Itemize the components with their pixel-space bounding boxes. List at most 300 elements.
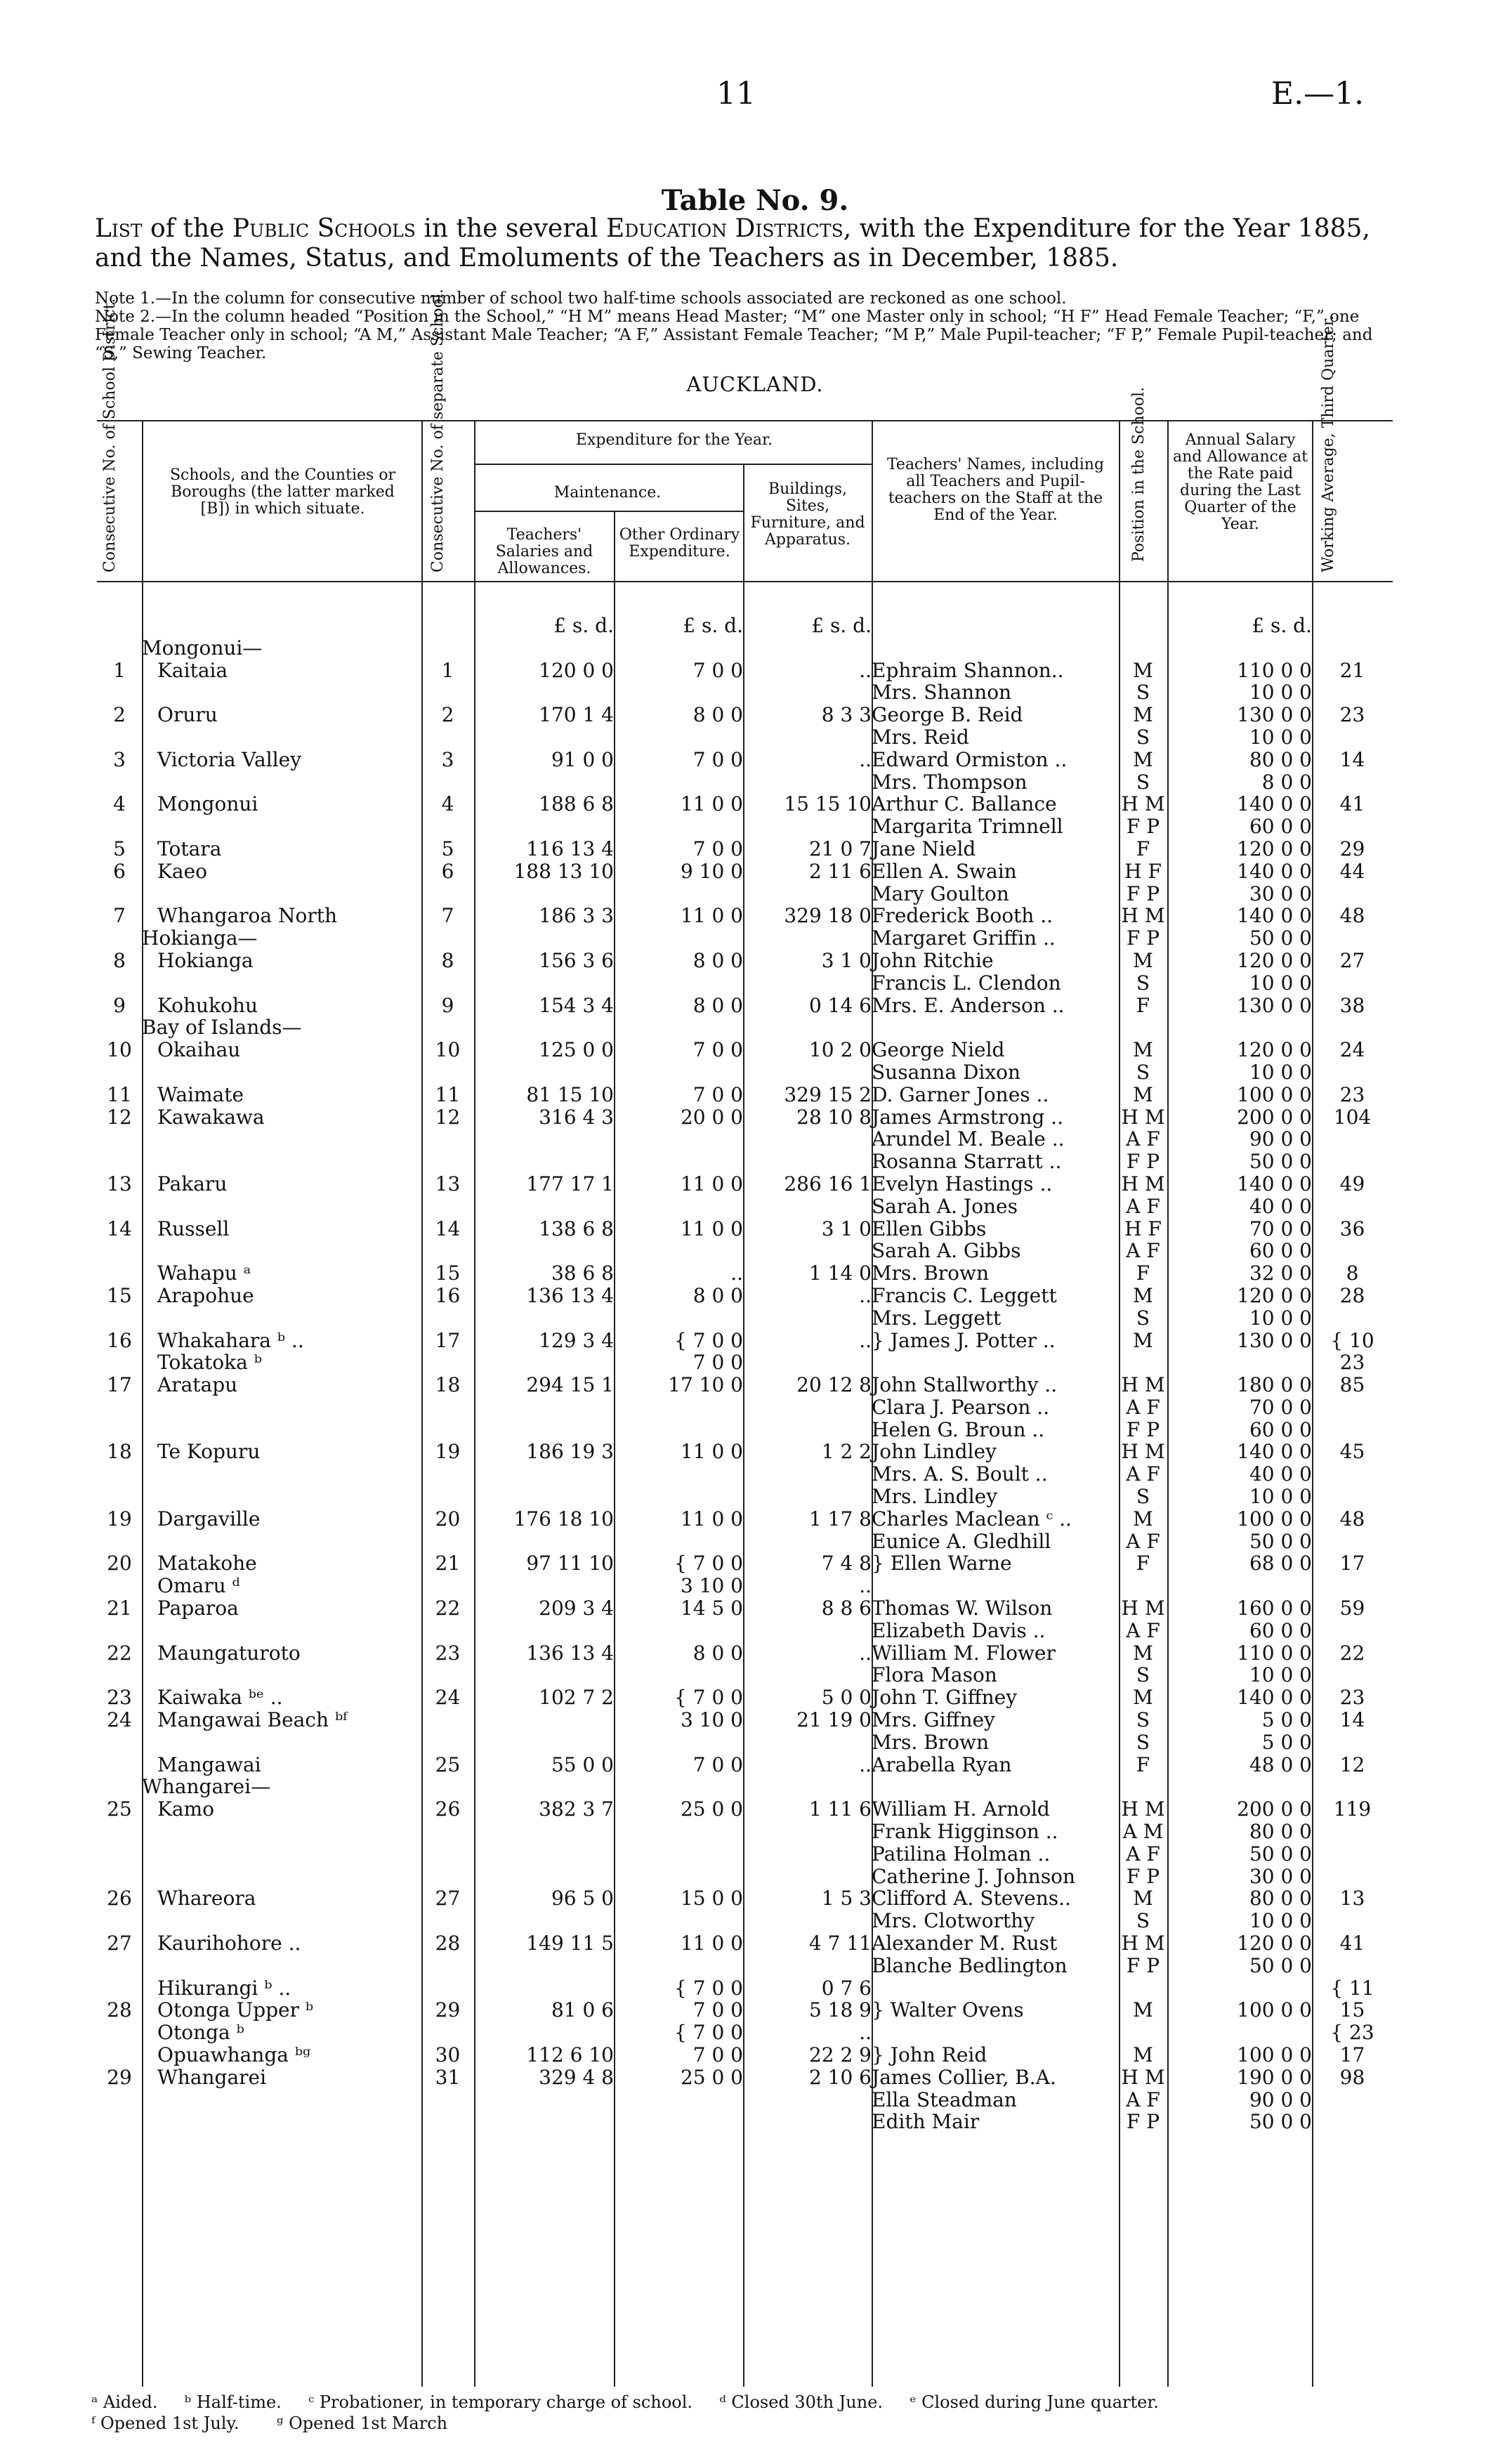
position-code: F P xyxy=(1126,1417,1160,1441)
school-number xyxy=(421,1016,474,1039)
district-number: 29 xyxy=(107,2065,132,2089)
position-code: M xyxy=(1133,703,1153,727)
teacher-name: Frederick Booth .. xyxy=(872,904,1053,928)
teacher-name: James Armstrong .. xyxy=(872,1105,1063,1129)
school-number xyxy=(421,637,474,660)
other-expenditure-amount: 17 10 0 xyxy=(668,1373,743,1397)
annual-salary-amount: 10 0 0 xyxy=(1249,1306,1312,1330)
annual-salary-amount: 10 0 0 xyxy=(1249,971,1312,995)
teacher-name: John Lindley xyxy=(872,1440,997,1464)
annual-salary-amount: 90 0 0 xyxy=(1249,2088,1312,2111)
district-number xyxy=(97,1061,142,1084)
table-row xyxy=(97,2021,1393,2044)
district-number: 5 xyxy=(113,837,126,860)
other-expenditure-amount xyxy=(614,1843,743,1866)
school-name: Te Kopuru xyxy=(157,1440,261,1464)
school-number xyxy=(421,1731,474,1754)
position-code xyxy=(1119,1977,1167,2000)
salaries-amount xyxy=(474,1351,614,1374)
position-code: S xyxy=(1136,681,1150,705)
salaries-amount xyxy=(474,815,614,838)
position-code: S xyxy=(1136,1485,1150,1509)
salaries-amount xyxy=(474,726,614,749)
buildings-amount xyxy=(743,1910,872,1932)
position-code: M xyxy=(1133,1038,1153,1062)
school-number: 3 xyxy=(441,747,454,771)
other-expenditure-amount: { 7 0 0 xyxy=(674,1976,743,2000)
teacher-name xyxy=(872,1977,1119,2000)
school-number xyxy=(421,1776,474,1798)
school-number xyxy=(421,972,474,995)
table-row xyxy=(97,1508,1393,1531)
other-expenditure-amount: 7 0 0 xyxy=(692,1752,743,1776)
teacher-name: } John Reid xyxy=(872,2043,987,2066)
table-row xyxy=(97,1084,1393,1106)
position-code: A F xyxy=(1126,1127,1160,1151)
annual-salary-amount: 120 0 0 xyxy=(1237,1038,1312,1062)
working-average: 36 xyxy=(1339,1217,1365,1240)
district-number xyxy=(97,771,142,794)
table-row xyxy=(97,860,1393,883)
salaries-amount xyxy=(474,1016,614,1039)
position-code: S xyxy=(1136,1730,1150,1754)
annual-salary-amount: 190 0 0 xyxy=(1237,2065,1312,2089)
table-row xyxy=(97,1531,1393,1553)
teacher-name: Eunice A. Gledhill xyxy=(872,1529,1051,1553)
school-number xyxy=(421,771,474,794)
working-average xyxy=(1312,927,1393,950)
district-number: 15 xyxy=(107,1283,132,1307)
school-name: Dargaville xyxy=(157,1507,261,1531)
header-consec-district: Consecutive No. of School District. xyxy=(101,298,119,572)
annual-salary-amount: 30 0 0 xyxy=(1249,882,1312,905)
salaries-amount: 112 6 10 xyxy=(526,2043,614,2066)
position-code: H M xyxy=(1121,1105,1165,1129)
teacher-name: William H. Arnold xyxy=(872,1797,1050,1821)
footnotes xyxy=(91,2392,1405,2434)
working-average: 48 xyxy=(1339,1507,1365,1531)
annual-salary-amount: 60 0 0 xyxy=(1249,1417,1312,1441)
school-number xyxy=(421,1240,474,1262)
position-code: F P xyxy=(1126,882,1160,905)
district-number: 9 xyxy=(113,993,126,1017)
working-average xyxy=(1312,681,1393,704)
annual-salary-amount: 80 0 0 xyxy=(1249,747,1312,771)
school-name xyxy=(142,1128,421,1151)
schools-table xyxy=(97,615,1393,2133)
table-row xyxy=(97,1642,1393,1665)
other-expenditure-amount xyxy=(614,1240,743,1262)
district-number: 18 xyxy=(107,1440,132,1464)
school-name xyxy=(142,1910,421,1932)
position-code: S xyxy=(1136,971,1150,995)
salaries-amount xyxy=(474,1575,614,1597)
school-number: 26 xyxy=(435,1797,461,1821)
note-2: Note 2.—In the column headed “Position in the School,” “H M” means Head Master; “M” one Master only in school; “H F” Head Female Teacher; “F,” one Female Teacher only in school; “A M,” Assistant Male Teacher; “A F,” Assistant Female Teacher; “M P,” Male Pupil-teacher; “F P,” Female Pupil-teacher; and “S,” Sewing Teacher. xyxy=(95,308,1373,362)
working-average: 23 xyxy=(1339,703,1365,727)
working-average: 29 xyxy=(1339,837,1365,860)
working-average xyxy=(1312,972,1393,995)
school-name: Bay of Islands— xyxy=(142,1016,302,1040)
header-buildings: Buildings, Sites, Furniture, and Apparatus. xyxy=(750,480,865,549)
district-number xyxy=(97,815,142,838)
table-row xyxy=(97,1977,1393,2000)
other-expenditure-amount xyxy=(614,927,743,950)
teacher-name: Flora Mason xyxy=(872,1663,997,1687)
position-code xyxy=(1119,637,1167,660)
salaries-amount xyxy=(474,1531,614,1553)
salaries-amount xyxy=(474,637,614,660)
table-row xyxy=(97,1396,1393,1419)
buildings-amount: .. xyxy=(859,1328,872,1352)
salaries-amount: 81 15 10 xyxy=(526,1082,614,1106)
annual-salary-amount: 40 0 0 xyxy=(1249,1462,1312,1486)
salaries-amount: 154 3 4 xyxy=(539,993,614,1017)
position-code: H F xyxy=(1124,859,1162,883)
salaries-amount xyxy=(474,1709,614,1731)
salaries-amount xyxy=(474,972,614,995)
district-number: 2 xyxy=(113,703,126,727)
teacher-name: Ellen A. Swain xyxy=(872,859,1017,883)
annual-salary-amount: 80 0 0 xyxy=(1249,1887,1312,1911)
school-number xyxy=(421,2021,474,2044)
teacher-name xyxy=(872,1575,1119,1597)
footnote-d: ᵈ Closed 30th June. xyxy=(719,2392,884,2412)
teacher-name: Catherine J. Johnson xyxy=(872,1864,1076,1888)
district-number xyxy=(97,883,142,905)
working-average xyxy=(1312,815,1393,838)
buildings-amount: 1 5 3 xyxy=(821,1887,872,1911)
salaries-amount: 209 3 4 xyxy=(539,1597,614,1620)
position-code: H M xyxy=(1121,1932,1165,1955)
annual-salary-amount: 50 0 0 xyxy=(1249,1953,1312,1977)
unit-label: £ s. d. xyxy=(811,614,872,637)
position-code: F P xyxy=(1126,926,1160,950)
district-number xyxy=(97,1419,142,1441)
school-number xyxy=(421,2089,474,2111)
working-average: 13 xyxy=(1339,1887,1365,1911)
teacher-name: Ephraim Shannon.. xyxy=(872,658,1064,682)
buildings-amount xyxy=(743,1531,872,1553)
school-number xyxy=(421,815,474,838)
other-expenditure-amount xyxy=(614,771,743,794)
salaries-amount: 116 13 4 xyxy=(526,837,614,860)
school-name xyxy=(142,972,421,995)
school-number: 9 xyxy=(441,993,454,1017)
school-number: 10 xyxy=(435,1038,461,1062)
notes xyxy=(95,289,1391,362)
table-row xyxy=(97,883,1393,905)
salaries-amount xyxy=(474,1128,614,1151)
other-expenditure-amount xyxy=(614,1061,743,1084)
buildings-amount: 21 19 0 xyxy=(796,1708,872,1732)
table-row xyxy=(97,637,1393,660)
other-expenditure-amount xyxy=(614,1955,743,1977)
salaries-amount: 149 11 5 xyxy=(526,1932,614,1955)
salaries-amount xyxy=(474,1977,614,2000)
units-row xyxy=(97,615,1393,637)
other-expenditure-amount: 7 0 0 xyxy=(692,2043,743,2066)
other-expenditure-amount: 11 0 0 xyxy=(680,1440,743,1464)
teacher-name: John T. Giffney xyxy=(872,1686,1018,1710)
annual-salary-amount: 80 0 0 xyxy=(1249,1820,1312,1844)
position-code: M xyxy=(1133,1507,1153,1531)
header-position: Position in the School. xyxy=(1130,386,1148,562)
position-code: M xyxy=(1133,1641,1153,1665)
school-name: Arapohue xyxy=(157,1283,254,1307)
school-number xyxy=(421,1955,474,1977)
unit-label: £ s. d. xyxy=(683,614,743,637)
annual-salary-amount: 100 0 0 xyxy=(1237,2043,1312,2066)
salaries-amount: 97 11 10 xyxy=(526,1552,614,1575)
working-average xyxy=(1312,1575,1393,1597)
annual-salary-amount: 40 0 0 xyxy=(1249,1194,1312,1218)
school-name: Whakahara ᵇ .. xyxy=(157,1328,304,1352)
salaries-amount xyxy=(474,1151,614,1173)
working-average xyxy=(1312,1664,1393,1686)
school-name: Matakohe xyxy=(157,1552,257,1575)
table-row xyxy=(97,815,1393,838)
working-average: 8 xyxy=(1346,1262,1359,1285)
table-row xyxy=(97,1664,1393,1686)
district-number xyxy=(97,1664,142,1686)
school-name: Kaeo xyxy=(157,859,208,883)
buildings-amount: 10 2 0 xyxy=(808,1038,872,1062)
buildings-amount xyxy=(743,883,872,905)
district-number xyxy=(97,927,142,950)
annual-salary-amount: 60 0 0 xyxy=(1249,815,1312,839)
buildings-amount xyxy=(743,1240,872,1262)
header-other-expenditure: Other Ordinary Expenditure. xyxy=(619,526,740,561)
school-name xyxy=(142,771,421,794)
teacher-name: Evelyn Hastings .. xyxy=(872,1172,1053,1195)
teacher-name: Mrs. Reid xyxy=(872,725,969,749)
salaries-amount xyxy=(474,883,614,905)
teacher-name: Mrs. E. Anderson .. xyxy=(872,993,1065,1017)
table-row xyxy=(97,1463,1393,1486)
salaries-amount xyxy=(474,771,614,794)
annual-salary-amount: 10 0 0 xyxy=(1249,681,1312,705)
annual-salary-amount xyxy=(1167,1776,1312,1798)
working-average xyxy=(1312,1531,1393,1553)
district-number xyxy=(97,1151,142,1173)
teacher-name: Mrs. Shannon xyxy=(872,681,1012,705)
subtitle-text: in the several xyxy=(415,214,606,243)
position-code xyxy=(1119,1575,1167,1597)
salaries-amount: 186 19 3 xyxy=(526,1440,614,1464)
working-average: 27 xyxy=(1339,948,1365,972)
position-code: H M xyxy=(1121,1797,1165,1821)
teacher-name: Edith Mair xyxy=(872,2110,980,2134)
other-expenditure-amount xyxy=(614,883,743,905)
table-row xyxy=(97,1240,1393,1262)
buildings-amount: 4 7 11 xyxy=(808,1932,872,1955)
other-expenditure-amount: 20 0 0 xyxy=(680,1105,743,1129)
working-average: 44 xyxy=(1339,859,1365,883)
position-code: S xyxy=(1136,1306,1150,1330)
school-name: Aratapu xyxy=(157,1373,238,1397)
header-annual-salary: Annual Salary and Allowance at the Rate paid during the Last Quarter of the Year. xyxy=(1173,431,1308,533)
position-code: A F xyxy=(1126,1462,1160,1486)
school-number xyxy=(421,1531,474,1553)
school-number xyxy=(421,1419,474,1441)
position-code: S xyxy=(1136,725,1150,749)
school-number: 25 xyxy=(435,1752,461,1776)
school-name: Omaru ᵈ xyxy=(157,1574,240,1598)
buildings-amount xyxy=(743,1195,872,1218)
district-number: 6 xyxy=(113,859,126,883)
buildings-amount: 2 10 6 xyxy=(808,2065,872,2089)
salaries-amount xyxy=(474,1486,614,1508)
annual-salary-amount: 140 0 0 xyxy=(1237,859,1312,883)
school-number xyxy=(421,1061,474,1084)
buildings-amount xyxy=(743,1486,872,1508)
district-number xyxy=(97,1821,142,1843)
footnote-a: ᵃ Aided. xyxy=(91,2392,158,2412)
salaries-amount: 294 15 1 xyxy=(526,1373,614,1397)
school-name: Hokianga— xyxy=(142,926,258,950)
school-name: Kohukohu xyxy=(157,993,258,1017)
teacher-name: Margaret Griffin .. xyxy=(872,926,1056,950)
buildings-amount xyxy=(743,681,872,704)
table-row xyxy=(97,1575,1393,1597)
region-heading: AUCKLAND. xyxy=(686,372,824,396)
annual-salary-amount: 100 0 0 xyxy=(1237,1998,1312,2022)
other-expenditure-amount xyxy=(614,726,743,749)
working-average xyxy=(1312,771,1393,794)
position-code xyxy=(1119,1351,1167,1374)
table-header-rule xyxy=(97,581,1393,582)
buildings-amount xyxy=(743,1351,872,1374)
buildings-amount xyxy=(743,1419,872,1441)
table-row xyxy=(97,1351,1393,1374)
teacher-name: Francis C. Leggett xyxy=(872,1283,1057,1307)
district-number xyxy=(97,637,142,660)
buildings-amount: .. xyxy=(859,658,872,682)
buildings-amount xyxy=(743,815,872,838)
other-expenditure-amount xyxy=(614,681,743,704)
position-code: H M xyxy=(1121,792,1165,816)
salaries-amount: 176 18 10 xyxy=(513,1507,614,1531)
school-number xyxy=(421,1307,474,1330)
school-number xyxy=(421,1463,474,1486)
teacher-name: Helen G. Broun .. xyxy=(872,1417,1045,1441)
school-name: Whangarei— xyxy=(142,1775,271,1799)
school-name: Kamo xyxy=(157,1797,215,1821)
buildings-amount: 3 1 0 xyxy=(821,948,872,972)
other-expenditure-amount xyxy=(614,1016,743,1039)
buildings-amount: 1 14 0 xyxy=(808,1262,872,1285)
school-number: 30 xyxy=(435,2043,461,2066)
other-expenditure-amount: 8 0 0 xyxy=(692,703,743,727)
district-number xyxy=(97,1262,142,1285)
school-number: 23 xyxy=(435,1641,461,1665)
teacher-name: Mrs. Lindley xyxy=(872,1485,998,1509)
buildings-amount xyxy=(743,1396,872,1419)
school-number xyxy=(421,1709,474,1731)
school-name xyxy=(142,1531,421,1553)
teacher-name: Mrs. Thompson xyxy=(872,770,1028,794)
district-number: 21 xyxy=(107,1597,132,1620)
district-number: 11 xyxy=(107,1082,132,1106)
teacher-name: Arthur C. Ballance xyxy=(872,792,1057,816)
other-expenditure-amount xyxy=(614,1866,743,1888)
district-number xyxy=(97,2044,142,2066)
district-number xyxy=(97,1486,142,1508)
teacher-name: Mrs. Leggett xyxy=(872,1306,1002,1330)
school-number: 8 xyxy=(441,948,454,972)
working-average xyxy=(1312,1396,1393,1419)
table-row xyxy=(97,1552,1393,1575)
district-number: 26 xyxy=(107,1887,132,1911)
school-name: Waimate xyxy=(157,1082,244,1106)
salaries-amount xyxy=(474,1195,614,1218)
working-average xyxy=(1312,1151,1393,1173)
salaries-amount: 136 13 4 xyxy=(526,1283,614,1307)
header-salaries: Teachers' Salaries and Allowances. xyxy=(495,526,593,577)
table-row xyxy=(97,838,1393,860)
table-row xyxy=(97,704,1393,726)
table-row xyxy=(97,927,1393,950)
other-expenditure-amount: 11 0 0 xyxy=(680,1507,743,1531)
school-number: 6 xyxy=(441,859,454,883)
other-expenditure-amount xyxy=(614,1776,743,1798)
school-name xyxy=(142,1620,421,1642)
district-number xyxy=(97,1731,142,1754)
teacher-name xyxy=(872,1351,1119,1374)
other-expenditure-amount xyxy=(614,1419,743,1441)
working-average: 17 xyxy=(1339,1552,1365,1575)
other-expenditure-amount xyxy=(614,1531,743,1553)
district-number xyxy=(97,1843,142,1866)
other-expenditure-amount: 9 10 0 xyxy=(680,859,743,883)
salaries-amount xyxy=(474,1776,614,1798)
working-average xyxy=(1312,1776,1393,1798)
teacher-name: Clifford A. Stevens.. xyxy=(872,1887,1071,1911)
teacher-name: Mrs. Giffney xyxy=(872,1708,995,1732)
school-number: 2 xyxy=(441,703,454,727)
school-name: Kaurihohore .. xyxy=(157,1932,301,1955)
buildings-amount xyxy=(743,1776,872,1798)
position-code: M xyxy=(1133,747,1153,771)
position-code xyxy=(1119,2021,1167,2044)
school-name xyxy=(142,1151,421,1173)
buildings-amount xyxy=(743,1843,872,1866)
working-average: 14 xyxy=(1339,747,1365,771)
district-number: 13 xyxy=(107,1172,132,1195)
school-name xyxy=(142,815,421,838)
buildings-amount xyxy=(743,726,872,749)
working-average: { 11 xyxy=(1330,1976,1374,2000)
buildings-amount xyxy=(743,1866,872,1888)
other-expenditure-amount: { 7 0 0 xyxy=(674,1552,743,1575)
other-expenditure-amount xyxy=(614,1910,743,1932)
position-code: M xyxy=(1133,948,1153,972)
buildings-amount xyxy=(743,2089,872,2111)
table-row xyxy=(97,793,1393,815)
buildings-amount: .. xyxy=(859,2021,872,2045)
buildings-amount: 286 16 1 xyxy=(784,1172,872,1195)
school-name xyxy=(142,1307,421,1330)
school-number: 5 xyxy=(441,837,454,860)
working-average: { 23 xyxy=(1330,2021,1374,2045)
school-name: Mangawai Beach ᵇᶠ xyxy=(157,1708,348,1732)
buildings-amount xyxy=(743,771,872,794)
table-row xyxy=(97,1910,1393,1932)
position-code: F P xyxy=(1126,1150,1160,1174)
school-number xyxy=(421,1620,474,1642)
position-code: A F xyxy=(1126,1842,1160,1866)
